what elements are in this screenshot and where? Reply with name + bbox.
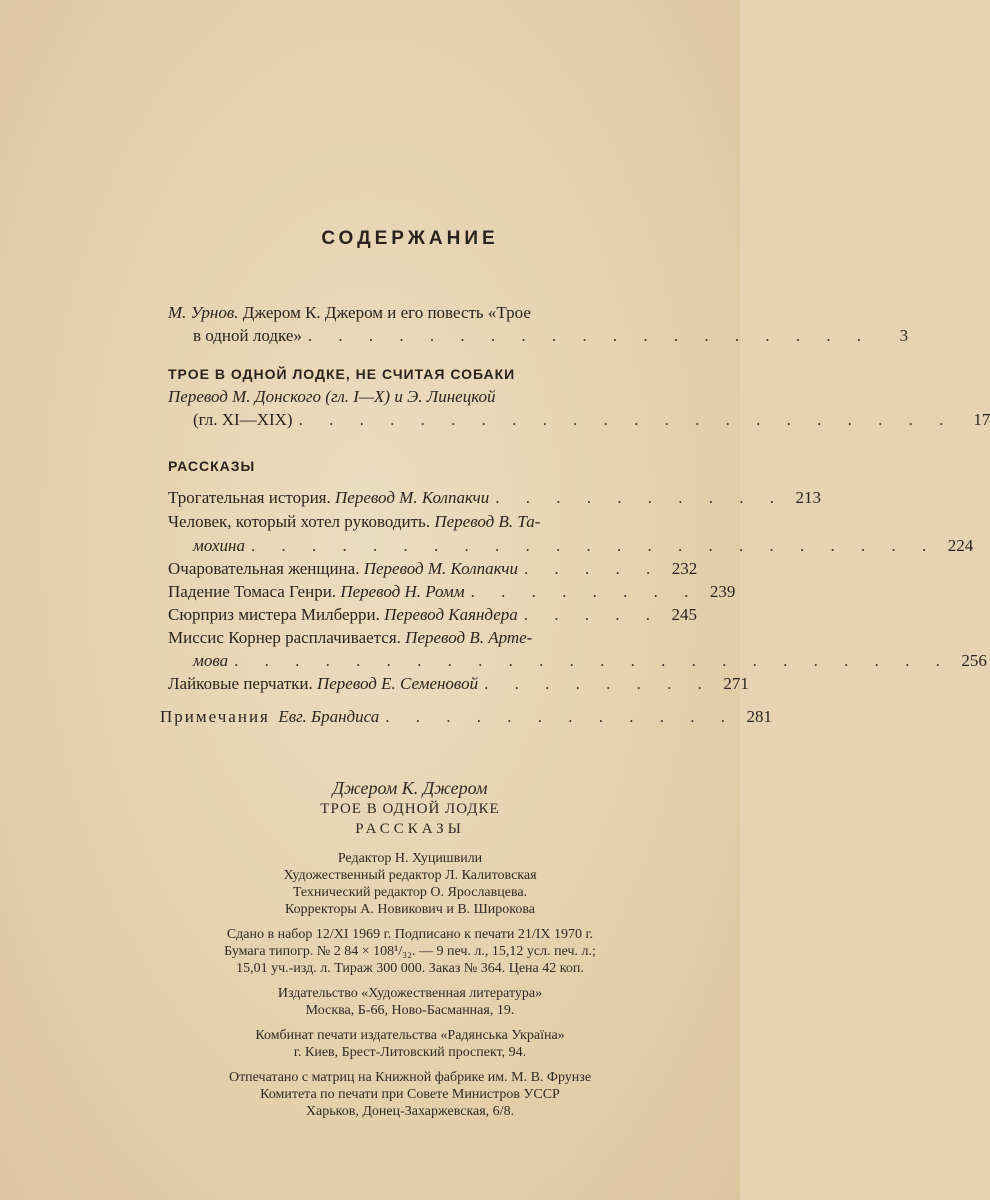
story-page: 224 [947, 536, 974, 555]
preface-line-2 [193, 325, 909, 347]
story-title: Миссис Корнер расплачивается. [168, 628, 401, 647]
colophon-title: ТРОЕ В ОДНОЙ ЛОДКЕ [320, 801, 500, 817]
novel-title: ТРОЕ В ОДНОЙ ЛОДКЕ, НЕ СЧИТАЯ СОБАКИ [168, 366, 516, 382]
story-entry [168, 511, 540, 533]
leader-dots: . . . . . . . . . . . . . . . . . . . . . . . . [234, 651, 951, 670]
notes-page: 281 [746, 707, 772, 726]
preface-page: 3 [899, 326, 909, 345]
story-entry [168, 581, 736, 603]
story-title: Падение Томаса Генри. [168, 582, 337, 601]
story-page: 213 [795, 488, 822, 507]
story-entry [168, 673, 749, 695]
story-translator-cont: мохина [193, 536, 245, 555]
matrix-line: Харьков, Донец-Захаржевская, 6/8. [305, 1104, 515, 1119]
colophon-author: Джером К. Джером [332, 778, 488, 798]
story-page: 245 [671, 605, 698, 624]
notes-author: Евг. Брандиса [278, 707, 380, 726]
story-translator: Перевод Каяндера [384, 605, 518, 624]
story-page: 232 [671, 559, 698, 578]
story-entry [168, 627, 532, 649]
novel-translators-line-2 [193, 409, 990, 431]
editor-line: Корректоры А. Новикович и В. Широкова [284, 902, 536, 917]
leader-dots: . . . . . . . . [470, 582, 700, 601]
leader-dots: . . . . . . . . . . . . . . . . . . . . . . . [251, 536, 938, 555]
story-translator: Перевод Н. Ромм [340, 582, 465, 601]
story-entry [168, 487, 822, 509]
leader-dots: . . . . . . . . [484, 674, 713, 693]
leader-dots: . . . . . . . . . . . . . . . . . . . . . . [298, 410, 955, 429]
colophon-print-info [0, 926, 820, 977]
novel-chapters: (гл. XI—XIX) [193, 410, 293, 429]
story-page: 239 [709, 582, 736, 601]
editor-line: Редактор Н. Хуцишвили [337, 851, 483, 866]
story-translator: Перевод М. Колпакчи [335, 488, 490, 507]
contents-heading: СОДЕРЖАНИЕ [321, 228, 499, 249]
print-info-line: Сдано в набор 12/XI 1969 г. Подписано к печати 21/IX 1970 г. [226, 927, 594, 942]
story-title: Сюрприз мистера Милберри. [168, 605, 380, 624]
preface-title-part1: Джером К. Джером и его повесть «Трое [242, 303, 531, 322]
colophon-matrix [0, 1069, 820, 1120]
story-translator: Перевод Е. Семеновой [316, 674, 479, 693]
notes-entry [160, 706, 772, 728]
novel-translators-line-1: Перевод М. Донского (гл. I—X) и Э. Линецкой [168, 387, 496, 406]
notes-title: Примечания [160, 707, 270, 726]
matrix-line: Отпечатано с матриц на Книжной фабрике им. М. В. Фрунзе [228, 1070, 592, 1085]
colophon-editors [0, 850, 820, 918]
story-title: Человек, который хотел руководить. [168, 512, 431, 531]
colophon-subtitle: РАССКАЗЫ [355, 821, 465, 837]
preface-line-1 [168, 302, 531, 324]
preface-title-part2: в одной лодке» [193, 326, 302, 345]
publisher-line: Москва, Б-66, Ново-Басманная, 19. [305, 1003, 515, 1018]
printer-line: Комбинат печати издательства «Радянська Україна» [255, 1028, 565, 1043]
print-info-line: Бумага типогр. № 2 84 × 108¹/₃₂. — 9 печ. л., 15,12 усл. печ. л.; [224, 944, 596, 959]
story-entry [168, 604, 698, 626]
colophon [0, 780, 820, 1128]
story-title: Трогательная история. [168, 488, 331, 507]
leader-dots: . . . . . . . . . . . . . . . . . . . [307, 326, 873, 345]
story-translator: Перевод В. Та- [434, 512, 541, 531]
story-entry-cont [193, 650, 987, 672]
printer-line: г. Киев, Брест-Литовский проспект, 94. [293, 1045, 527, 1060]
novel-page: 17 [973, 410, 990, 429]
print-info-line: 15,01 уч.-изд. л. Тираж 300 000. Заказ № 364. Цена 42 коп. [236, 961, 584, 976]
story-entry [168, 558, 698, 580]
leader-dots: . . . . . [523, 559, 662, 578]
story-translator-cont: мова [193, 651, 229, 670]
publisher-line: Издательство «Художественная литература» [277, 986, 543, 1001]
story-title: Лайковые перчатки. [168, 674, 313, 693]
story-translator: Перевод В. Арте- [405, 628, 533, 647]
colophon-publisher [0, 985, 820, 1019]
leader-dots: . . . . . . . . . . [495, 488, 786, 507]
colophon-printer [0, 1027, 820, 1061]
matrix-line: Комитета по печати при Совете Министров УССР [260, 1087, 560, 1102]
story-entry-cont [193, 535, 974, 557]
preface-author: М. Урнов. [168, 303, 239, 322]
story-page: 256 [961, 651, 987, 670]
story-page: 271 [723, 674, 749, 693]
leader-dots: . . . . . . . . . . . . [385, 707, 736, 726]
story-title: Очаровательная женщина. [168, 559, 360, 578]
stories-title: РАССКАЗЫ [168, 458, 256, 474]
editor-line: Художественный редактор Л. Калитовская [283, 868, 537, 883]
leader-dots: . . . . . [523, 605, 662, 624]
editor-line: Технический редактор О. Ярославцева. [292, 885, 528, 900]
story-translator: Перевод М. Колпакчи [363, 559, 518, 578]
